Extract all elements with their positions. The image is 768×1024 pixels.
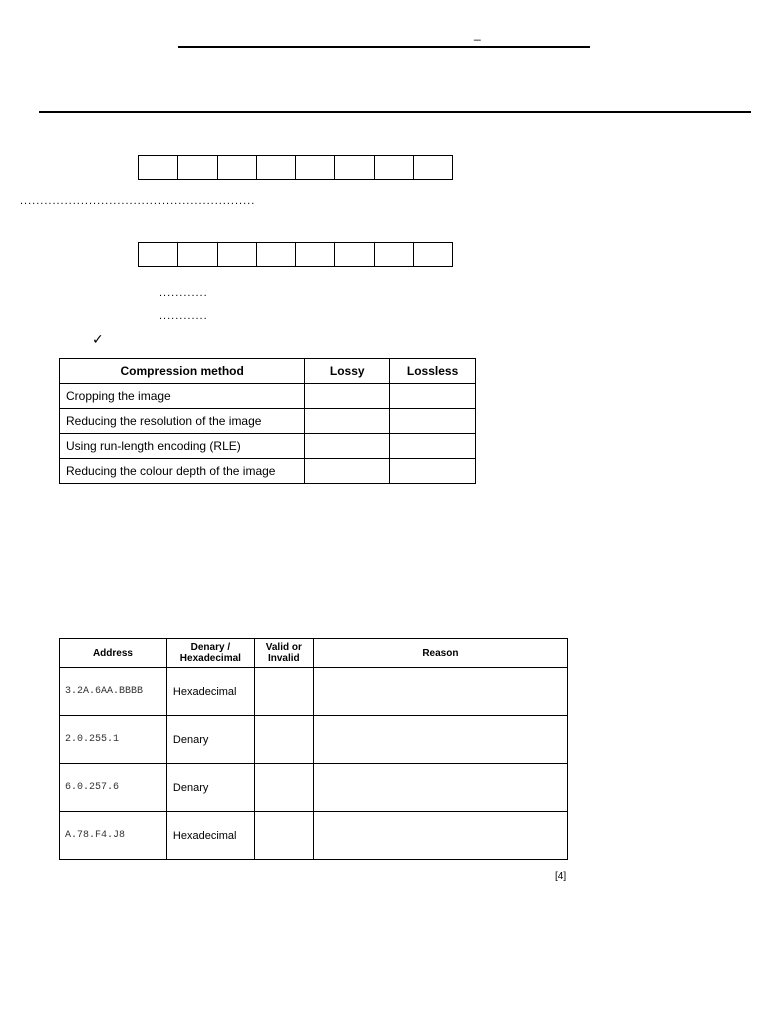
bit-cell[interactable] <box>139 156 177 179</box>
bit-cell[interactable] <box>217 156 256 179</box>
method-label: Reducing the resolution of the image <box>60 409 305 434</box>
reason-answer-cell[interactable] <box>313 716 567 764</box>
type-cell: Hexadecimal <box>166 668 254 716</box>
header-line: Valid or <box>265 642 302 653</box>
lossy-answer-cell[interactable] <box>305 384 390 409</box>
section-divider <box>39 111 751 113</box>
method-label: Reducing the colour depth of the image <box>60 459 305 484</box>
table-row <box>60 668 568 716</box>
column-header-address: Address <box>60 639 167 668</box>
header-mark: _ <box>474 27 481 41</box>
table-row <box>60 434 476 459</box>
column-header-type <box>166 639 254 668</box>
ip-address-table <box>59 638 568 860</box>
header-line: Invalid <box>267 653 300 664</box>
reason-answer-cell[interactable] <box>313 764 567 812</box>
table-row <box>60 409 476 434</box>
column-header-lossless: Lossless <box>390 359 476 384</box>
table-row <box>60 764 568 812</box>
bit-cell[interactable] <box>334 156 373 179</box>
bit-cell[interactable] <box>177 243 216 266</box>
lossy-answer-cell[interactable] <box>305 409 390 434</box>
table-row <box>60 716 568 764</box>
lossless-answer-cell[interactable] <box>390 409 476 434</box>
table-header-row <box>60 359 476 384</box>
valid-answer-cell[interactable] <box>254 716 313 764</box>
bit-cell[interactable] <box>413 243 452 266</box>
type-cell: Denary <box>166 716 254 764</box>
address-cell: A.78.F4.J8 <box>60 812 167 860</box>
table-row <box>60 812 568 860</box>
lossy-answer-cell[interactable] <box>305 459 390 484</box>
bit-cell[interactable] <box>295 243 334 266</box>
answer-line-short-1[interactable]: ............ <box>159 287 208 299</box>
binary-register-1[interactable] <box>138 155 453 180</box>
header-underline <box>178 46 590 48</box>
valid-answer-cell[interactable] <box>254 668 313 716</box>
lossless-answer-cell[interactable] <box>390 434 476 459</box>
address-cell: 3.2A.6AA.BBBB <box>60 668 167 716</box>
bit-cell[interactable] <box>413 156 452 179</box>
column-header-valid <box>254 639 313 668</box>
bit-cell[interactable] <box>177 156 216 179</box>
column-header-reason: Reason <box>313 639 567 668</box>
bit-cell[interactable] <box>139 243 177 266</box>
reason-answer-cell[interactable] <box>313 668 567 716</box>
bit-cell[interactable] <box>256 243 295 266</box>
address-cell: 6.0.257.6 <box>60 764 167 812</box>
bit-cell[interactable] <box>217 243 256 266</box>
bit-cell[interactable] <box>256 156 295 179</box>
table-row <box>60 459 476 484</box>
lossless-answer-cell[interactable] <box>390 384 476 409</box>
method-label: Using run-length encoding (RLE) <box>60 434 305 459</box>
bit-cell[interactable] <box>295 156 334 179</box>
type-cell: Hexadecimal <box>166 812 254 860</box>
lossy-answer-cell[interactable] <box>305 434 390 459</box>
answer-line[interactable]: .......................................................... <box>20 195 256 207</box>
answer-line-short-2[interactable]: ............ <box>159 310 208 322</box>
valid-answer-cell[interactable] <box>254 764 313 812</box>
tick-icon: ✓ <box>92 332 104 348</box>
reason-answer-cell[interactable] <box>313 812 567 860</box>
type-cell: Denary <box>166 764 254 812</box>
bit-cell[interactable] <box>374 156 413 179</box>
marks-label: [4] <box>555 871 567 882</box>
bit-cell[interactable] <box>374 243 413 266</box>
method-label: Cropping the image <box>60 384 305 409</box>
binary-register-2[interactable] <box>138 242 453 267</box>
address-cell: 2.0.255.1 <box>60 716 167 764</box>
table-header-row <box>60 639 568 668</box>
header-line: Denary / <box>190 642 231 653</box>
column-header-lossy: Lossy <box>305 359 390 384</box>
valid-answer-cell[interactable] <box>254 812 313 860</box>
bit-cell[interactable] <box>334 243 373 266</box>
table-row <box>60 384 476 409</box>
compression-table <box>59 358 476 484</box>
lossless-answer-cell[interactable] <box>390 459 476 484</box>
column-header-method: Compression method <box>60 359 305 384</box>
header-line: Hexadecimal <box>179 653 241 664</box>
